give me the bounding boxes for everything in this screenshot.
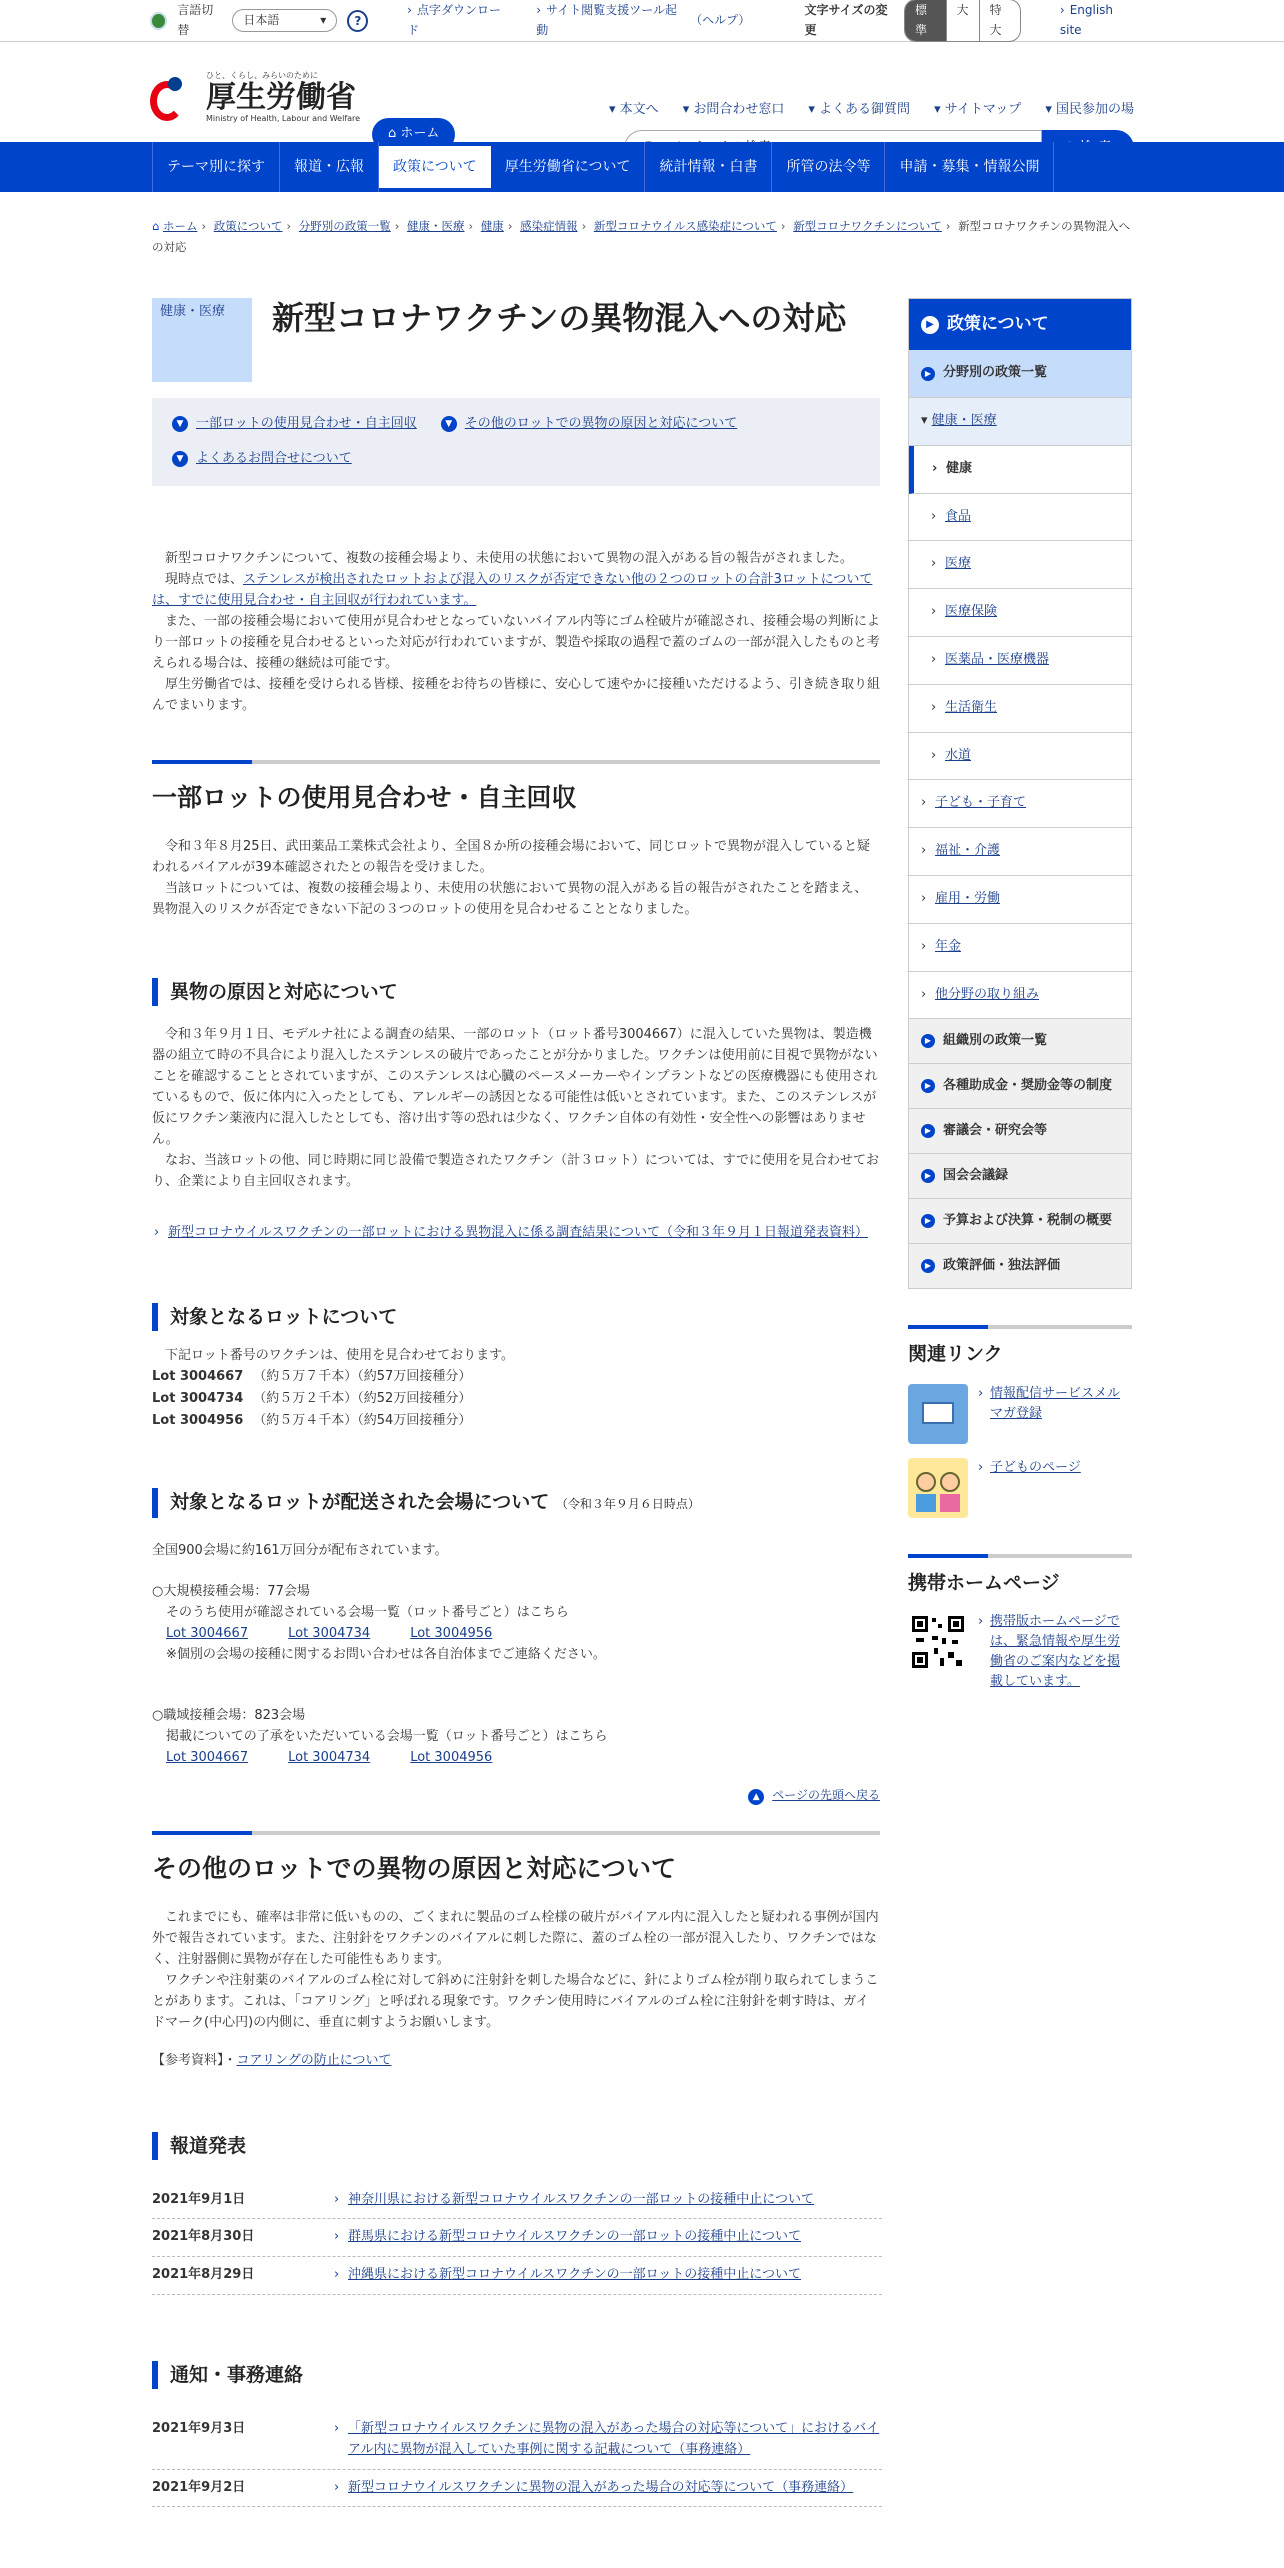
reference-line bbox=[152, 2051, 880, 2072]
lot-number: Lot 3004734 bbox=[152, 1390, 244, 1406]
venue-work-lot-link[interactable]: Lot 3004667 bbox=[166, 1749, 249, 1765]
header-link-faq[interactable]: ▾ よくある御質問 bbox=[808, 100, 910, 121]
lot-info: （約５万４千本）（約54万回接種分） bbox=[253, 1412, 472, 1428]
page-top-label[interactable]: ページの先頭へ戻る bbox=[772, 1787, 880, 1802]
venue-info bbox=[152, 1540, 880, 1768]
english-site-link[interactable]: › English site bbox=[1060, 1, 1134, 39]
side-nav-grants[interactable] bbox=[909, 1064, 1131, 1109]
lot-info: （約５万７千本）（約57万回接種分） bbox=[253, 1368, 472, 1384]
side-nav-label[interactable]: 子ども・子育て bbox=[935, 795, 1027, 811]
related-kids[interactable] bbox=[908, 1458, 1132, 1518]
reference-link[interactable]: コアリングの防止について bbox=[236, 2052, 392, 2068]
side-nav-water[interactable] bbox=[909, 733, 1131, 781]
side-nav-councils[interactable] bbox=[909, 1109, 1131, 1154]
press-item-cell bbox=[332, 2190, 882, 2211]
chevron-right-icon: ▶ bbox=[921, 1034, 935, 1048]
side-nav-evaluation[interactable] bbox=[909, 1244, 1131, 1288]
gnav-applications[interactable]: 申請・募集・情報公開 bbox=[885, 142, 1054, 192]
chevron-down-icon: ▾ bbox=[921, 412, 932, 428]
related-link[interactable] bbox=[152, 1222, 880, 1243]
breadcrumb-policy-list[interactable]: 分野別の政策一覧 bbox=[298, 219, 391, 233]
section-heading-notice: 通知・事務連絡 bbox=[152, 2361, 880, 2389]
intro-paragraph: また、一部の接種会場において使用が見合わせとなっていないバイアル内等にゴム栓破片が確認され、接種会場の判断により一部ロットの接種を見合わせるといった対応が行われていますが、製造や採取の過程で蓋のゴムの一部が混入したものと考えられる場合は、接種の継続は可能です。 bbox=[152, 613, 880, 671]
notice-link[interactable]: 「新型コロナウイルスワクチンに異物の混入があった場合の対応等について」におけるバイアル内に異物が混入していた事例に関する記載について（事務連絡） bbox=[348, 2420, 880, 2457]
notice-item bbox=[152, 2411, 882, 2470]
breadcrumb-home[interactable]: ホーム bbox=[162, 219, 198, 233]
press-link[interactable]: 沖縄県における新型コロナウイルスワクチンの一部ロットの接種中止について bbox=[348, 2267, 802, 2283]
side-nav-diet-records[interactable] bbox=[909, 1154, 1131, 1199]
side-nav-title[interactable] bbox=[909, 299, 1131, 350]
mail-icon bbox=[908, 1384, 968, 1444]
section-paragraph: 当該ロットについては、複数の接種会場より、未使用の状態において異物の混入がある旨の報告がされたことを踏まえ、異物混入のリスクが否定できない下記の３つのロットの使用を見合わせることとなりました。 bbox=[152, 880, 868, 917]
qr-code-icon bbox=[908, 1612, 968, 1672]
section-paragraph: ワクチンや注射薬のバイアルのゴム栓に対して斜めに注射針を刺した場合などに、針によりゴム栓が削り取られてしまうことがあります。これは、「コアリング」と呼ばれる現象です。ワクチン使用時にバイアルのゴム栓に注射針を刺す時は、ガイドマーク(中心円)の内側に、垂直に刺すようお願いします。 bbox=[152, 1972, 879, 2030]
side-nav-title-label: 政策について bbox=[947, 314, 1049, 334]
chevron-down-icon: ▾ bbox=[320, 12, 327, 27]
section-paragraph: なお、当該ロットの他、同じ時期に同じ設備で製造されたワクチン（計３ロット）については、すでに使用を見合わせており、企業により自主回収されます。 bbox=[152, 1152, 879, 1189]
anchor-link-lot-suspension[interactable] bbox=[172, 414, 417, 435]
press-item bbox=[152, 2182, 882, 2220]
gnav-policy[interactable]: 政策について bbox=[379, 146, 491, 188]
related-link-label[interactable]: 新型コロナウイルスワクチンの一部ロットにおける異物混入に係る調査結果について（令和３年９月１日報道発表資料） bbox=[168, 1224, 869, 1240]
side-nav-drugs[interactable] bbox=[909, 637, 1131, 685]
page-title: 新型コロナワクチンの異物混入への対応 bbox=[272, 299, 847, 337]
header-link-main[interactable]: ▾ 本文へ bbox=[609, 100, 659, 121]
anchor-link-other-lots[interactable] bbox=[441, 414, 737, 435]
section-heading-press: 報道発表 bbox=[152, 2132, 880, 2160]
home-icon: ⌂ bbox=[152, 219, 163, 233]
gnav-theme[interactable]: テーマ別に探す bbox=[152, 142, 280, 192]
breadcrumb-health[interactable]: 健康 bbox=[480, 219, 504, 233]
section-heading-lot-suspension: 一部ロットの使用見合わせ・自主回収 bbox=[152, 760, 880, 818]
side-nav-label[interactable]: 医療保険 bbox=[945, 604, 998, 620]
related-mailmag-link[interactable]: 情報配信サービスメルマガ登録 bbox=[990, 1385, 1121, 1421]
help-icon[interactable]: ? bbox=[347, 10, 368, 32]
fontsize-label: 文字サイズの変更 bbox=[804, 3, 888, 37]
side-nav-medical[interactable] bbox=[909, 541, 1131, 589]
fontsize-standard[interactable]: 標準 bbox=[905, 0, 946, 40]
site-name-en: Ministry of Health, Labour and Welfare bbox=[206, 113, 361, 123]
lot-list bbox=[152, 1366, 880, 1432]
chevron-right-icon: ▶ bbox=[921, 1214, 935, 1228]
lot-item bbox=[152, 1366, 880, 1388]
breadcrumb-health-medical[interactable]: 健康・医療 bbox=[407, 219, 465, 233]
side-nav-label[interactable]: 医療 bbox=[945, 556, 972, 572]
side-nav-health-medical[interactable] bbox=[909, 398, 1131, 446]
side-nav-label[interactable]: 食品 bbox=[945, 508, 972, 524]
section-heading-venues-text: 対象となるロットが配送された会場について bbox=[170, 1490, 550, 1513]
press-link[interactable]: 神奈川県における新型コロナウイルスワクチンの一部ロットの接種中止について bbox=[348, 2191, 815, 2207]
sidebar bbox=[908, 298, 1132, 1692]
lot-number: Lot 3004667 bbox=[152, 1368, 244, 1384]
site-name: 厚生労働省 bbox=[206, 79, 356, 115]
venue-work-lot-link[interactable]: Lot 3004956 bbox=[410, 1749, 493, 1765]
section-heading-other-lots: その他のロットでの異物の原因と対応について bbox=[152, 1831, 880, 1889]
header-link-contact[interactable]: ▾ お問合わせ窓口 bbox=[683, 100, 785, 121]
header bbox=[0, 42, 1284, 142]
fontsize-switch bbox=[904, 0, 1021, 42]
notice-link[interactable]: 新型コロナウイルスワクチンに異物の混入があった場合の対応等について（事務連絡） bbox=[348, 2479, 854, 2495]
header-link-sitemap[interactable]: ▾ サイトマップ bbox=[934, 100, 1021, 121]
side-nav-label[interactable]: 水道 bbox=[945, 747, 972, 763]
side-nav-food[interactable] bbox=[909, 494, 1131, 542]
lot-number: Lot 3004956 bbox=[152, 1412, 244, 1428]
venue-summary: 全国900会場に約161万回分が配布されています。 bbox=[152, 1542, 448, 1558]
chevron-down-icon: ▼ bbox=[441, 416, 457, 432]
breadcrumb-infection[interactable]: 感染症情報 bbox=[520, 219, 578, 233]
side-nav-label: 組織別の政策一覧 bbox=[943, 1033, 1048, 1049]
mobile-info bbox=[908, 1612, 1132, 1692]
chevron-down-icon: ▼ bbox=[172, 451, 188, 467]
notice-item bbox=[152, 2470, 882, 2508]
home-icon: ⌂ bbox=[388, 126, 401, 141]
side-nav-hygiene[interactable] bbox=[909, 685, 1131, 733]
lot-info: （約５万２千本）（約52万回接種分） bbox=[253, 1390, 472, 1406]
venue-large-lot-link[interactable]: Lot 3004667 bbox=[166, 1625, 249, 1641]
intro-paragraph: 新型コロナワクチンについて、複数の接種会場より、未使用の状態において異物の混入がある旨の報告がされました。 bbox=[165, 550, 853, 566]
header-link-participation[interactable]: ▾ 国民参加の場 bbox=[1045, 100, 1134, 121]
venue-large-desc: そのうち使用が確認されている会場一覧（ロット番号ごと）はこちら bbox=[166, 1604, 569, 1620]
related-link-cell bbox=[978, 1384, 1132, 1444]
global-nav bbox=[0, 142, 1284, 192]
venue-work-desc: 掲載についての了承をいただいている会場一覧（ロット番号ごと）はこちら bbox=[166, 1728, 608, 1744]
main-content bbox=[152, 298, 880, 2507]
braille-download-link[interactable]: › 点字ダウンロード bbox=[407, 1, 507, 39]
side-nav-budget[interactable] bbox=[909, 1199, 1131, 1244]
venue-large-title: ○大規模接種会場：77会場 bbox=[152, 1583, 310, 1599]
venue-work-links bbox=[152, 1747, 880, 1768]
chevron-down-icon: ▼ bbox=[172, 416, 188, 432]
section-paragraph: 令和３年９月１日、モデルナ社による調査の結果、一部のロット（ロット番号3004667）に混入していた異物は、製造機器の組立て時の不具合により混入したステンレスの破片であったことが分かりました。ワクチンは使用前に目視で異物がないことを確認することとされていますが、このステンレスは心臓のペースメーカーやインプラントなどの医療機器にも使用されているもので、仮に体内に入ったとしても、アレルギーの誘因となる可能性は低いとされています。また、このステンレスが仮にワクチン薬液内に混入したとしても、溶け出す等の恐れは少なく、ワクチン自体の有効性・安全性への影響はありません。 bbox=[152, 1026, 878, 1147]
side-nav-policy-list[interactable] bbox=[909, 350, 1131, 398]
chevron-right-icon: ▶ bbox=[921, 1169, 935, 1183]
site-tagline: ひと、くらし、みらいのために bbox=[206, 71, 318, 80]
side-nav-label[interactable]: 生活衛生 bbox=[945, 699, 998, 715]
side-nav-org-policy[interactable] bbox=[909, 1019, 1131, 1064]
lang-label: 言語切替 bbox=[177, 3, 214, 37]
chevron-right-icon: ▶ bbox=[921, 1079, 935, 1093]
lang-select-value: 日本語 bbox=[243, 12, 280, 27]
intro-text bbox=[152, 548, 880, 716]
section-heading-cause: 異物の原因と対応について bbox=[152, 978, 880, 1006]
side-nav-label: 審議会・研究会等 bbox=[943, 1123, 1048, 1139]
venue-work-title: ○職域接種会場：823会場 bbox=[152, 1707, 306, 1723]
gnav-about[interactable]: 厚生労働省について bbox=[491, 142, 646, 192]
category-badge: 健康・医療 bbox=[152, 298, 252, 382]
lot-item bbox=[152, 1410, 880, 1432]
side-nav-employment[interactable] bbox=[909, 876, 1131, 924]
anchor-link-label: よくあるお問合せについて bbox=[196, 450, 352, 466]
anchor-links bbox=[152, 398, 880, 486]
side-nav bbox=[908, 298, 1132, 1289]
side-nav-label: 各種助成金・奨励金等の制度 bbox=[943, 1078, 1113, 1094]
press-item bbox=[152, 2257, 882, 2295]
mobile-link-cell bbox=[978, 1612, 1132, 1692]
venue-large-lot-link[interactable]: Lot 3004734 bbox=[288, 1625, 371, 1641]
intro-prefix: 現時点では、 bbox=[165, 571, 244, 587]
ministry-logo-icon bbox=[150, 73, 198, 123]
section-paragraph: これまでにも、確率は非常に低いものの、ごくまれに製品のゴム栓様の破片がバイアル内に混入したと疑われる事例が国内外で報告されています。また、注射針をワクチンのバイアルに刺した際に、蓋のゴム栓の一部が混入したり、ワクチンではなく、注射器側に異物が存在した可能性もあります。 bbox=[152, 1909, 879, 1967]
page-header bbox=[152, 298, 880, 382]
related-link-cell bbox=[978, 1458, 1081, 1518]
side-nav-label: 分野別の政策一覧 bbox=[943, 365, 1048, 381]
intro-lot-link[interactable]: ステンレスが検出されたロットおよび混入のリスクが否定できない他の２つのロットの合計3ロットについては、すでに使用見合わせ・自主回収が行われています。 bbox=[152, 571, 873, 608]
venue-large-note: ※個別の会場の接種に関するお問い合わせは各自治体までご連絡ください。 bbox=[166, 1646, 606, 1662]
section-heading-target-lots: 対象となるロットについて bbox=[152, 1303, 880, 1331]
reference-label: 【参考資料】・ bbox=[152, 2052, 237, 2068]
breadcrumb-current: 新型コロナワクチンの異物混入への対応 bbox=[152, 219, 1131, 254]
side-nav-label: 予算および決算・税制の概要 bbox=[943, 1213, 1113, 1229]
gnav-press[interactable]: 報道・広報 bbox=[280, 142, 379, 192]
header-links bbox=[609, 100, 1134, 121]
press-link[interactable]: 群馬県における新型コロナウイルスワクチンの一部ロットの接種中止について bbox=[348, 2229, 802, 2245]
fontsize-xlarge[interactable]: 特大 bbox=[989, 3, 1002, 37]
side-nav-children[interactable] bbox=[909, 780, 1131, 828]
mobile-link[interactable]: 携帯版ホームページでは、緊急情報や厚生労働省のご案内などを掲載しています。 bbox=[990, 1614, 1121, 1690]
gnav-laws[interactable]: 所管の法令等 bbox=[772, 142, 885, 192]
side-nav-welfare[interactable] bbox=[909, 828, 1131, 876]
venue-large-lot-link[interactable]: Lot 3004956 bbox=[410, 1625, 493, 1641]
side-nav-pension[interactable] bbox=[909, 924, 1131, 972]
press-list bbox=[152, 2182, 882, 2295]
breadcrumb-vaccine[interactable]: 新型コロナワクチンについて bbox=[793, 219, 942, 233]
page-top-link[interactable] bbox=[152, 1786, 880, 1805]
side-nav-label: 政策評価・独法評価 bbox=[943, 1258, 1061, 1274]
side-nav-label[interactable]: 健康・医療 bbox=[931, 412, 997, 428]
side-nav-label[interactable]: 医薬品・医療機器 bbox=[945, 651, 1050, 667]
lot-item bbox=[152, 1388, 880, 1410]
kids-icon bbox=[908, 1458, 968, 1518]
chevron-right-icon: ▶ bbox=[921, 1259, 935, 1273]
venue-work-lot-link[interactable]: Lot 3004734 bbox=[288, 1749, 371, 1765]
anchor-link-label: その他のロットでの異物の原因と対応について bbox=[464, 416, 738, 431]
chevron-up-icon: ▲ bbox=[748, 1789, 764, 1805]
related-mailmag[interactable] bbox=[908, 1384, 1132, 1444]
press-item bbox=[152, 2219, 882, 2257]
side-nav-label: 国会会議録 bbox=[943, 1168, 1009, 1184]
side-nav-other[interactable] bbox=[909, 972, 1131, 1020]
lang-select[interactable] bbox=[232, 9, 337, 32]
press-date: 2021年9月1日 bbox=[152, 2191, 246, 2207]
fontsize-large[interactable]: 大 bbox=[947, 0, 980, 40]
side-nav-insurance[interactable] bbox=[909, 589, 1131, 637]
press-date: 2021年8月30日 bbox=[152, 2229, 255, 2245]
press-item-cell bbox=[332, 2265, 882, 2286]
section-heading-venues bbox=[152, 1488, 880, 1518]
related-kids-link[interactable]: 子どものページ bbox=[990, 1459, 1081, 1475]
chevron-right-icon: ▶ bbox=[921, 1124, 935, 1138]
help-link[interactable]: （ヘルプ） bbox=[690, 12, 751, 27]
venue-large-links bbox=[152, 1623, 880, 1644]
side-nav-health[interactable] bbox=[909, 446, 1131, 494]
side-nav-label[interactable]: 雇用・労働 bbox=[935, 890, 1001, 906]
home-button-label: ホーム bbox=[400, 126, 440, 141]
press-date: 2021年8月29日 bbox=[152, 2267, 255, 2283]
chevron-right-icon: ▶ bbox=[921, 316, 939, 334]
side-nav-label[interactable]: 福祉・介護 bbox=[935, 843, 1001, 859]
intro-paragraph: 厚生労働省では、接種を受けられる皆様、接種をお待ちの皆様に、安心して速やかに接種いただけるよう、引き続き取り組んでまいります。 bbox=[152, 676, 881, 713]
anchor-link-label: 一部ロットの使用見合わせ・自主回収 bbox=[196, 416, 417, 431]
intro-paragraph bbox=[152, 569, 880, 611]
side-nav-label[interactable]: 他分野の取り組み bbox=[935, 986, 1040, 1002]
chevron-right-icon: ▶ bbox=[921, 367, 935, 381]
qr-code-graphic bbox=[912, 1616, 964, 1668]
notice-date: 2021年9月3日 bbox=[152, 2420, 246, 2436]
breadcrumb-covid[interactable]: 新型コロナウイルス感染症について bbox=[593, 219, 777, 233]
section-heading-venues-date: （令和３年９月６日時点） bbox=[555, 1496, 700, 1511]
utility-bar bbox=[0, 0, 1284, 42]
breadcrumb-policy[interactable]: 政策について bbox=[213, 219, 283, 233]
section-paragraph: 下記ロット番号のワクチンは、使用を見合わせております。 bbox=[165, 1347, 515, 1363]
related-links-heading: 関連リンク bbox=[908, 1325, 1132, 1369]
notice-list bbox=[152, 2411, 882, 2507]
notice-item-cell bbox=[332, 2419, 882, 2461]
notice-date: 2021年9月2日 bbox=[152, 2479, 246, 2495]
gnav-statistics[interactable]: 統計情報・白書 bbox=[645, 142, 772, 192]
side-nav-label[interactable]: 年金 bbox=[935, 938, 962, 954]
breadcrumb: ⌂ ホーム › 政策について › 分野別の政策一覧 › 健康・医療 › 健康 › 感染症情報 › 新型コロナウイルス感染症について › 新型コロナワクチンについて › 新型コロナワクチンの異物混入への対応 bbox=[152, 219, 1131, 254]
anchor-link-faq[interactable] bbox=[172, 449, 352, 470]
accessibility-tool-link[interactable]: › サイト閲覧支援ツール起動 bbox=[536, 1, 680, 39]
site-logo[interactable] bbox=[150, 70, 360, 126]
globe-icon bbox=[150, 12, 167, 30]
side-nav-label: 健康 bbox=[946, 460, 973, 476]
mobile-heading: 携帯ホームページ bbox=[908, 1554, 1132, 1598]
section-paragraph: 令和３年８月25日、武田薬品工業株式会社より、全国８か所の接種会場において、同じロットで異物が混入していると疑われるバイアルが39本確認されたとの報告を受けました。 bbox=[152, 838, 871, 875]
press-item-cell bbox=[332, 2227, 882, 2248]
notice-item-cell bbox=[332, 2478, 882, 2499]
